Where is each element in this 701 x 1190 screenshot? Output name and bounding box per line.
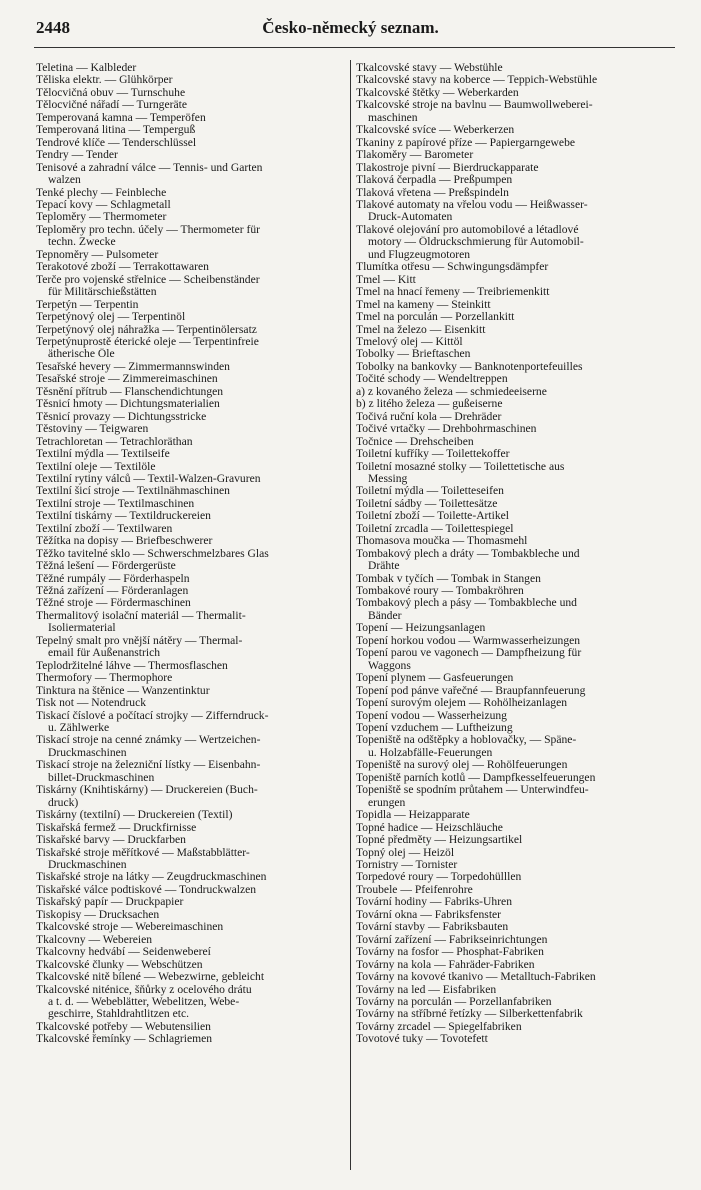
entry-continuation: u. Zählwerke	[48, 722, 110, 735]
entry-continuation: billet-Druckmaschinen	[48, 771, 155, 784]
entry-text: Tlaková čerpadla — Preßpumpen	[356, 174, 513, 187]
entry-text: Teploměry — Thermometer	[36, 211, 167, 224]
entry-text: Toiletní kufříky — Toilettekoffer	[356, 448, 510, 461]
index-entry	[356, 573, 674, 585]
index-entry	[356, 984, 674, 996]
index-entry	[36, 249, 343, 261]
entry-continuation: ätherische Öle	[48, 348, 115, 361]
entry-text: Textilní šicí stroje — Textilnähmaschinen	[36, 485, 230, 498]
entry-text: Tmel — Kitt	[356, 273, 416, 286]
entry-continuation: Isoliermaterial	[48, 622, 116, 635]
entry-text: Tlakostroje pivní — Bierdruckapparate	[356, 161, 539, 174]
index-entry	[356, 597, 674, 622]
index-entry	[356, 921, 674, 933]
index-entry	[36, 896, 343, 908]
entry-text: Tepelný smalt pro vnější nátěry — Thermal-	[36, 634, 243, 647]
entry-text: Tetrachloretan — Tetrachloräthan	[36, 435, 193, 448]
entry-text: Tendry — Tender	[36, 149, 118, 162]
entry-text: Tkalcovské stavy — Webstühle	[356, 62, 503, 74]
index-entry	[36, 734, 343, 759]
index-entry	[36, 548, 343, 560]
header-rule	[34, 47, 675, 48]
index-entry	[36, 162, 343, 187]
entry-text: Tiskací stroje na železniční lístky — Eisenbahn-	[36, 759, 261, 772]
entry-text: Tkalcovské člunky — Webschützen	[36, 958, 203, 971]
index-entry	[356, 510, 674, 522]
entry-text: Tkaniny z papírové příze — Papiergarngewebe	[356, 136, 576, 149]
entry-text: Tělocvičné nářadí — Turngeräte	[36, 99, 187, 112]
entry-text: Troubele — Pfeifenrohre	[356, 883, 473, 896]
index-entry	[36, 660, 343, 672]
index-entry	[356, 1033, 674, 1045]
entry-text: Tkalcovny — Webereien	[36, 933, 153, 946]
index-entry	[356, 535, 674, 547]
entry-text: Těžko tavitelné sklo — Schwerschmelzbares Glas	[36, 547, 269, 560]
entry-text: Textilní oleje — Textilöle	[36, 460, 156, 473]
entry-continuation: Waggons	[368, 659, 411, 672]
entry-text: Tmel na porculán — Porzellankitt	[356, 311, 515, 324]
index-entry	[356, 461, 674, 486]
entry-continuation: Bänder	[368, 609, 402, 622]
index-entry	[356, 622, 674, 634]
entry-text: Terpetýnový olej náhražka — Terpentinölersatz	[36, 323, 257, 336]
entry-text: Točité schody — Wendeltreppen	[356, 373, 508, 386]
entry-text: Tlaková vřetena — Preßspindeln	[356, 186, 509, 199]
entry-text: Topení plynem — Gasfeuerungen	[356, 672, 514, 685]
entry-text: Tiskařské barvy — Druckfarben	[36, 834, 186, 847]
entry-text: Tepnoměry — Pulsometer	[36, 248, 159, 261]
entry-text: Továrny na porculán — Porzellanfabriken	[356, 995, 552, 1008]
entry-text: Topné hadice — Heizschläuche	[356, 821, 503, 834]
index-entry	[36, 311, 343, 323]
right-column	[356, 62, 674, 1046]
index-entry	[36, 1021, 343, 1033]
entry-continuation: für Militärschießstätten	[48, 286, 157, 299]
entry-text: Těžná zařízení — Förderanlagen	[36, 585, 189, 598]
entry-text: Thermofory — Thermophore	[36, 672, 173, 685]
index-entry	[356, 548, 674, 573]
entry-text: Toiletní mýdla — Toiletteseifen	[356, 485, 504, 498]
index-entry	[36, 847, 343, 872]
entry-text: Topení vodou — Wasserheizung	[356, 709, 507, 722]
entry-text: Tiskařské stroje měřítkové — Maßstabblätter-	[36, 846, 250, 859]
index-entry	[356, 759, 674, 771]
entry-text: Těstoviny — Teigwaren	[36, 423, 149, 436]
index-entry	[36, 461, 343, 473]
entry-text: Točivá ruční kola — Drehräder	[356, 410, 502, 423]
entry-text: Těžítka na dopisy — Briefbeschwerer	[36, 535, 213, 548]
index-entry	[36, 473, 343, 485]
entry-text: Tobolky na bankovky — Banknotenportefeuilles	[356, 360, 583, 373]
index-entry	[36, 523, 343, 535]
index-entry	[36, 485, 343, 497]
index-entry	[356, 361, 674, 373]
index-entry	[36, 573, 343, 585]
entry-text: Továrny na kovové tkanivo — Metalltuch-Fabriken	[356, 971, 596, 984]
index-entry	[36, 809, 343, 821]
entry-text: Tobolky — Brieftaschen	[356, 348, 471, 361]
index-entry	[356, 162, 674, 174]
entry-text: Terpetýnuprostě éterické oleje — Terpentinfreie	[36, 335, 259, 348]
index-entry	[356, 348, 674, 360]
index-entry	[36, 99, 343, 111]
entry-text: a) z kovaného železa — schmiedeeiserne	[356, 385, 547, 398]
index-entry	[36, 909, 343, 921]
entry-text: Tmelový olej — Kittöl	[356, 335, 463, 348]
index-entry	[356, 722, 674, 734]
entry-text: Těliska elektr. — Glühkörper	[36, 74, 173, 87]
index-entry	[36, 934, 343, 946]
index-entry	[356, 423, 674, 435]
index-entry	[36, 62, 343, 74]
entry-text: Tesařské hevery — Zimmermannswinden	[36, 360, 230, 373]
index-entry	[356, 685, 674, 697]
entry-text: Tiskárny (textilní) — Druckereien (Textil)	[36, 809, 233, 822]
entry-text: Tovární zařízení — Fabrikseinrichtungen	[356, 933, 548, 946]
entry-text: Tkalcovské řemínky — Schlagriemen	[36, 1033, 213, 1046]
index-entry	[356, 809, 674, 821]
index-entry	[356, 286, 674, 298]
index-entry	[356, 784, 674, 809]
entry-text: Torpedové roury — Torpedohülllen	[356, 871, 522, 884]
entry-text: Tornistry — Tornister	[356, 859, 458, 871]
index-entry	[356, 436, 674, 448]
entry-continuation: und Flugzeugmotoren	[368, 248, 471, 261]
index-entry	[36, 672, 343, 684]
index-entry	[356, 1008, 674, 1020]
entry-text: Topení — Heizungsanlagen	[356, 622, 486, 635]
entry-text: Tělocvičná obuv — Turnschuhe	[36, 86, 186, 99]
index-entry	[356, 373, 674, 385]
index-entry	[36, 959, 343, 971]
entry-text: Toiletní sádby — Toilettesätze	[356, 497, 498, 510]
entry-text: Thermalitový isolační materiál — Thermalit-	[36, 609, 246, 622]
entry-continuation: Drähte	[368, 560, 400, 573]
index-entry	[36, 1033, 343, 1045]
index-entry	[36, 199, 343, 211]
index-entry	[36, 386, 343, 398]
index-entry	[356, 847, 674, 859]
entry-continuation: techn. Zwecke	[48, 236, 116, 249]
page-title: Česko-německý seznam.	[262, 18, 439, 37]
column-divider	[350, 60, 351, 1170]
entry-continuation: motory — Öldruckschmierung für Automobil-	[368, 236, 584, 249]
entry-text: Tepací kovy — Schlagmetall	[36, 198, 171, 211]
entry-text: Tombak v tyčích — Tombak in Stangen	[356, 572, 541, 585]
index-entry	[356, 485, 674, 497]
entry-text: Topidla — Heizapparate	[356, 809, 470, 822]
entry-continuation: druck)	[48, 796, 79, 809]
index-entry	[36, 946, 343, 958]
entry-text: Topeniště na odštěpky a hoblovačky, — Späne-	[356, 734, 577, 747]
index-entry	[356, 174, 674, 186]
index-entry	[356, 884, 674, 896]
index-entry	[36, 149, 343, 161]
index-entry	[36, 436, 343, 448]
entry-text: Tiskařská fermež — Druckfirnisse	[36, 821, 197, 834]
entry-text: Topné předměty — Heizungsartikel	[356, 834, 523, 847]
entry-text: Terpetýn — Terpentin	[36, 298, 139, 311]
index-entry	[356, 498, 674, 510]
entry-text: Topení vzduchem — Luftheizung	[356, 722, 513, 735]
index-entry	[36, 697, 343, 709]
entry-text: Toiletní zboží — Toilette-Artikel	[356, 510, 510, 523]
entry-text: Temperovaná litina — Temperguß	[36, 124, 196, 137]
index-entry	[356, 336, 674, 348]
index-entry	[36, 610, 343, 635]
entry-text: Točivé vrtačky — Drehbohrmaschinen	[356, 423, 537, 436]
index-entry	[36, 498, 343, 510]
page-number: 2448	[36, 18, 70, 37]
entry-text: b) z litého železa — gußeiserne	[356, 398, 503, 411]
index-entry	[36, 423, 343, 435]
index-entry	[356, 99, 674, 124]
entry-text: Tovotové tuky — Tovotefett	[356, 1033, 488, 1046]
index-entry	[356, 896, 674, 908]
entry-continuation: geschirre, Stahldrahtlitzen etc.	[48, 1008, 189, 1021]
entry-text: Tlumítka otřesu — Schwingungsdämpfer	[356, 261, 549, 274]
entry-text: Tisk not — Notendruck	[36, 697, 147, 710]
entry-text: Tmel na hnací řemeny — Treibriemenkitt	[356, 286, 550, 299]
index-entry	[356, 971, 674, 983]
entry-text: Tkalcovny hedvábí — Seidenwebereí	[36, 946, 211, 959]
index-entry	[36, 921, 343, 933]
entry-text: Tiskací stroje na cenné známky — Wertzeichen-	[36, 734, 261, 747]
entry-text: Tiskopisy — Drucksachen	[36, 908, 160, 921]
entry-text: Terče pro vojenské střelnice — Scheibenständer	[36, 273, 260, 286]
entry-text: Továrny na stříbrné řetízky — Silberkettenfabrik	[356, 1008, 583, 1021]
entry-text: Těsnicí provazy — Dichtungsstricke	[36, 410, 207, 423]
entry-text: Tkalcovské niténice, šňůrky z ocelového drátu	[36, 983, 252, 996]
entry-text: Těžné stroje — Fördermaschinen	[36, 597, 191, 610]
entry-text: Tlakoměry — Barometer	[356, 149, 474, 162]
entry-text: Textilní mýdla — Textilseife	[36, 448, 170, 461]
index-entry	[356, 697, 674, 709]
index-entry	[36, 884, 343, 896]
index-entry	[36, 373, 343, 385]
entry-text: Tombakový plech a pásy — Tombakbleche und	[356, 597, 577, 610]
index-entry	[356, 299, 674, 311]
index-entry	[356, 199, 674, 224]
index-entry	[356, 87, 674, 99]
index-entry	[356, 959, 674, 971]
index-entry	[36, 510, 343, 522]
index-entry	[36, 274, 343, 299]
entry-text: Toiletní zrcadla — Toilettespiegel	[356, 522, 514, 535]
entry-text: Továrny na led — Eisfabriken	[356, 983, 497, 996]
entry-text: Toiletní mosazné stolky — Toilettetische aus	[356, 460, 565, 473]
index-entry	[356, 946, 674, 958]
index-entry	[36, 187, 343, 199]
entry-text: Tmel na kameny — Steinkitt	[356, 298, 491, 311]
entry-continuation: erungen	[368, 796, 406, 809]
entry-text: Teletina — Kalbleder	[36, 62, 137, 74]
index-entry	[36, 261, 343, 273]
entry-text: Tlakové automaty na vřelou vodu — Heißwasser-	[356, 198, 588, 211]
entry-text: Tiskárny (Knihtiskárny) — Druckereien (Buch-	[36, 784, 258, 797]
index-entry	[36, 448, 343, 460]
entry-text: Tmel na železo — Eisenkitt	[356, 323, 486, 336]
entry-text: Tendrové klíče — Tenderschlüssel	[36, 136, 197, 149]
entry-text: Tkalcovské potřeby — Webutensilien	[36, 1020, 211, 1033]
entry-text: Tesařské stroje — Zimmereimaschinen	[36, 373, 218, 386]
index-entry	[36, 597, 343, 609]
entry-text: Topení parou ve vagonech — Dampfheizung für	[356, 647, 582, 660]
entry-text: Tkalcovské svíce — Weberkerzen	[356, 124, 515, 137]
index-entry	[356, 934, 674, 946]
entry-text: Topeniště parních kotlů — Dampfkesselfeuerungen	[356, 771, 596, 784]
index-entry	[36, 984, 343, 1021]
index-entry	[36, 585, 343, 597]
entry-text: Topný olej — Heizöl	[356, 846, 455, 859]
index-entry	[356, 324, 674, 336]
entry-text: Točnice — Drehscheiben	[356, 435, 474, 448]
index-entry	[356, 734, 674, 759]
index-entry	[356, 124, 674, 136]
index-entry	[356, 710, 674, 722]
index-entry	[36, 971, 343, 983]
entry-text: Tinktura na štěnice — Wanzentinktur	[36, 684, 210, 697]
index-entry	[356, 909, 674, 921]
entry-text: Textilní tiskárny — Textildruckereien	[36, 510, 211, 523]
index-entry	[356, 187, 674, 199]
index-entry	[356, 224, 674, 261]
index-entry	[356, 523, 674, 535]
index-entry	[36, 710, 343, 735]
index-entry	[356, 411, 674, 423]
index-entry	[356, 149, 674, 161]
left-column	[36, 62, 343, 1046]
index-entry	[356, 672, 674, 684]
entry-text: Továrny zrcadel — Spiegelfabriken	[356, 1020, 522, 1033]
index-entry	[356, 647, 674, 672]
entry-text: Tovární hodiny — Fabriks-Uhren	[356, 896, 513, 909]
index-entry	[36, 137, 343, 149]
entry-text: Těsnění přítrub — Flanschendichtungen	[36, 385, 224, 398]
index-entry	[356, 834, 674, 846]
index-entry	[356, 822, 674, 834]
entry-text: Temperovaná kamna — Temperöfen	[36, 111, 206, 124]
index-entry	[356, 585, 674, 597]
entry-continuation: Messing	[368, 472, 408, 485]
index-entry	[356, 398, 674, 410]
index-entry	[356, 74, 674, 86]
index-entry	[36, 635, 343, 660]
index-entry	[356, 772, 674, 784]
entry-text: Továrny na fosfor — Phosphat-Fabriken	[356, 946, 544, 959]
entry-text: Topeniště se spodním průtahem — Unterwindfeu-	[356, 784, 589, 797]
index-entry	[356, 859, 674, 871]
entry-text: Tenisové a zahradní válce — Tennis- und Garten	[36, 161, 263, 174]
index-entry	[356, 1021, 674, 1033]
index-entry	[36, 759, 343, 784]
entry-text: Továrny na kola — Fahräder-Fabriken	[356, 958, 535, 971]
entry-text: Těsnicí hmoty — Dichtungsmaterialien	[36, 398, 220, 411]
index-entry	[36, 124, 343, 136]
entry-text: Těžná lešení — Fördergerüste	[36, 560, 176, 573]
index-entry	[36, 112, 343, 124]
entry-continuation: maschinen	[368, 111, 418, 124]
entry-text: Tkalcovské stroje — Webereimaschinen	[36, 921, 224, 934]
entry-text: Topeniště na surový olej — Rohölfeuerungen	[356, 759, 568, 772]
entry-text: Topení horkou vodou — Warmwasserheizungen	[356, 634, 581, 647]
index-entry	[36, 834, 343, 846]
entry-continuation: Druckmaschinen	[48, 859, 127, 871]
index-entry	[356, 635, 674, 647]
entry-text: Thomasova moučka — Thomasmehl	[356, 535, 528, 548]
entry-text: Tiskařské stroje na látky — Zeugdruckmaschinen	[36, 871, 267, 884]
entry-text: Textilní stroje — Textilmaschinen	[36, 497, 195, 510]
index-entry	[36, 224, 343, 249]
index-entry	[36, 535, 343, 547]
entry-text: Terpetýnový olej — Terpentinöl	[36, 311, 186, 324]
entry-text: Tovární okna — Fabriksfenster	[356, 908, 502, 921]
entry-text: Tenké plechy — Feinbleche	[36, 186, 167, 199]
entry-text: Teplodržitelné láhve — Thermosflaschen	[36, 659, 228, 672]
index-entry	[36, 361, 343, 373]
entry-text: Tovární stavby — Fabriksbauten	[356, 921, 509, 934]
entry-continuation: email für Außenanstrich	[48, 647, 161, 660]
entry-continuation: a t. d. — Webeblätter, Webelitzen, Webe-	[48, 995, 240, 1008]
index-entry	[356, 311, 674, 323]
entry-continuation: Druckmaschinen	[48, 746, 127, 759]
index-entry	[36, 336, 343, 361]
entry-text: Textilní zboží — Textilwaren	[36, 522, 173, 535]
index-entry	[356, 62, 674, 74]
entry-text: Terakotové zboží — Terrakottawaren	[36, 261, 209, 274]
index-entry	[36, 398, 343, 410]
index-entry	[356, 996, 674, 1008]
index-entry	[36, 685, 343, 697]
entry-text: Tombakové roury — Tombakröhren	[356, 585, 524, 598]
index-entry	[36, 211, 343, 223]
index-entry	[356, 261, 674, 273]
entry-text: Tombakový plech a dráty — Tombakbleche und	[356, 547, 580, 560]
entry-text: Těžné rumpály — Förderhaspeln	[36, 572, 190, 585]
index-entry	[356, 137, 674, 149]
index-entry	[36, 822, 343, 834]
index-entry	[356, 386, 674, 398]
index-entry	[356, 448, 674, 460]
index-entry	[356, 274, 674, 286]
index-entry	[36, 324, 343, 336]
index-entry	[36, 299, 343, 311]
entry-text: Tkalcovské nitě bílené — Webezwirne, gebleicht	[36, 971, 265, 984]
index-entry	[36, 74, 343, 86]
index-entry	[36, 411, 343, 423]
entry-continuation: u. Holzabfälle-Feuerungen	[368, 746, 493, 759]
entry-text: Tiskací číslové a počítací strojky — Zifferndruck-	[36, 709, 269, 722]
entry-text: Topení pod pánve vařečné — Braupfannfeuerung	[356, 684, 586, 697]
entry-text: Teploměry pro techn. účely — Thermometer für	[36, 223, 261, 236]
index-entry	[36, 87, 343, 99]
entry-text: Textilní rytiny válců — Textil-Walzen-Gravuren	[36, 472, 261, 485]
entry-continuation: Druck-Automaten	[368, 211, 453, 224]
entry-text: Tkalcovské stroje na bavlnu — Baumwollweberei-	[356, 99, 593, 112]
entry-text: Tlakové olejování pro automobilové a létadlové	[356, 223, 579, 236]
index-entry	[36, 784, 343, 809]
entry-continuation: walzen	[48, 174, 81, 187]
entry-text: Tkalcovské stavy na koberce — Teppich-Webstühle	[356, 74, 598, 87]
entry-text: Tiskařský papír — Druckpapier	[36, 896, 184, 909]
index-entry	[36, 560, 343, 572]
entry-text: Tiskařské válce podtiskové — Tondruckwalzen	[36, 883, 257, 896]
entry-text: Tkalcovské štětky — Weberkarden	[356, 86, 519, 99]
index-entry	[36, 871, 343, 883]
entry-text: Topení surovým olejem — Rohölheizanlagen	[356, 697, 568, 710]
index-entry	[356, 871, 674, 883]
